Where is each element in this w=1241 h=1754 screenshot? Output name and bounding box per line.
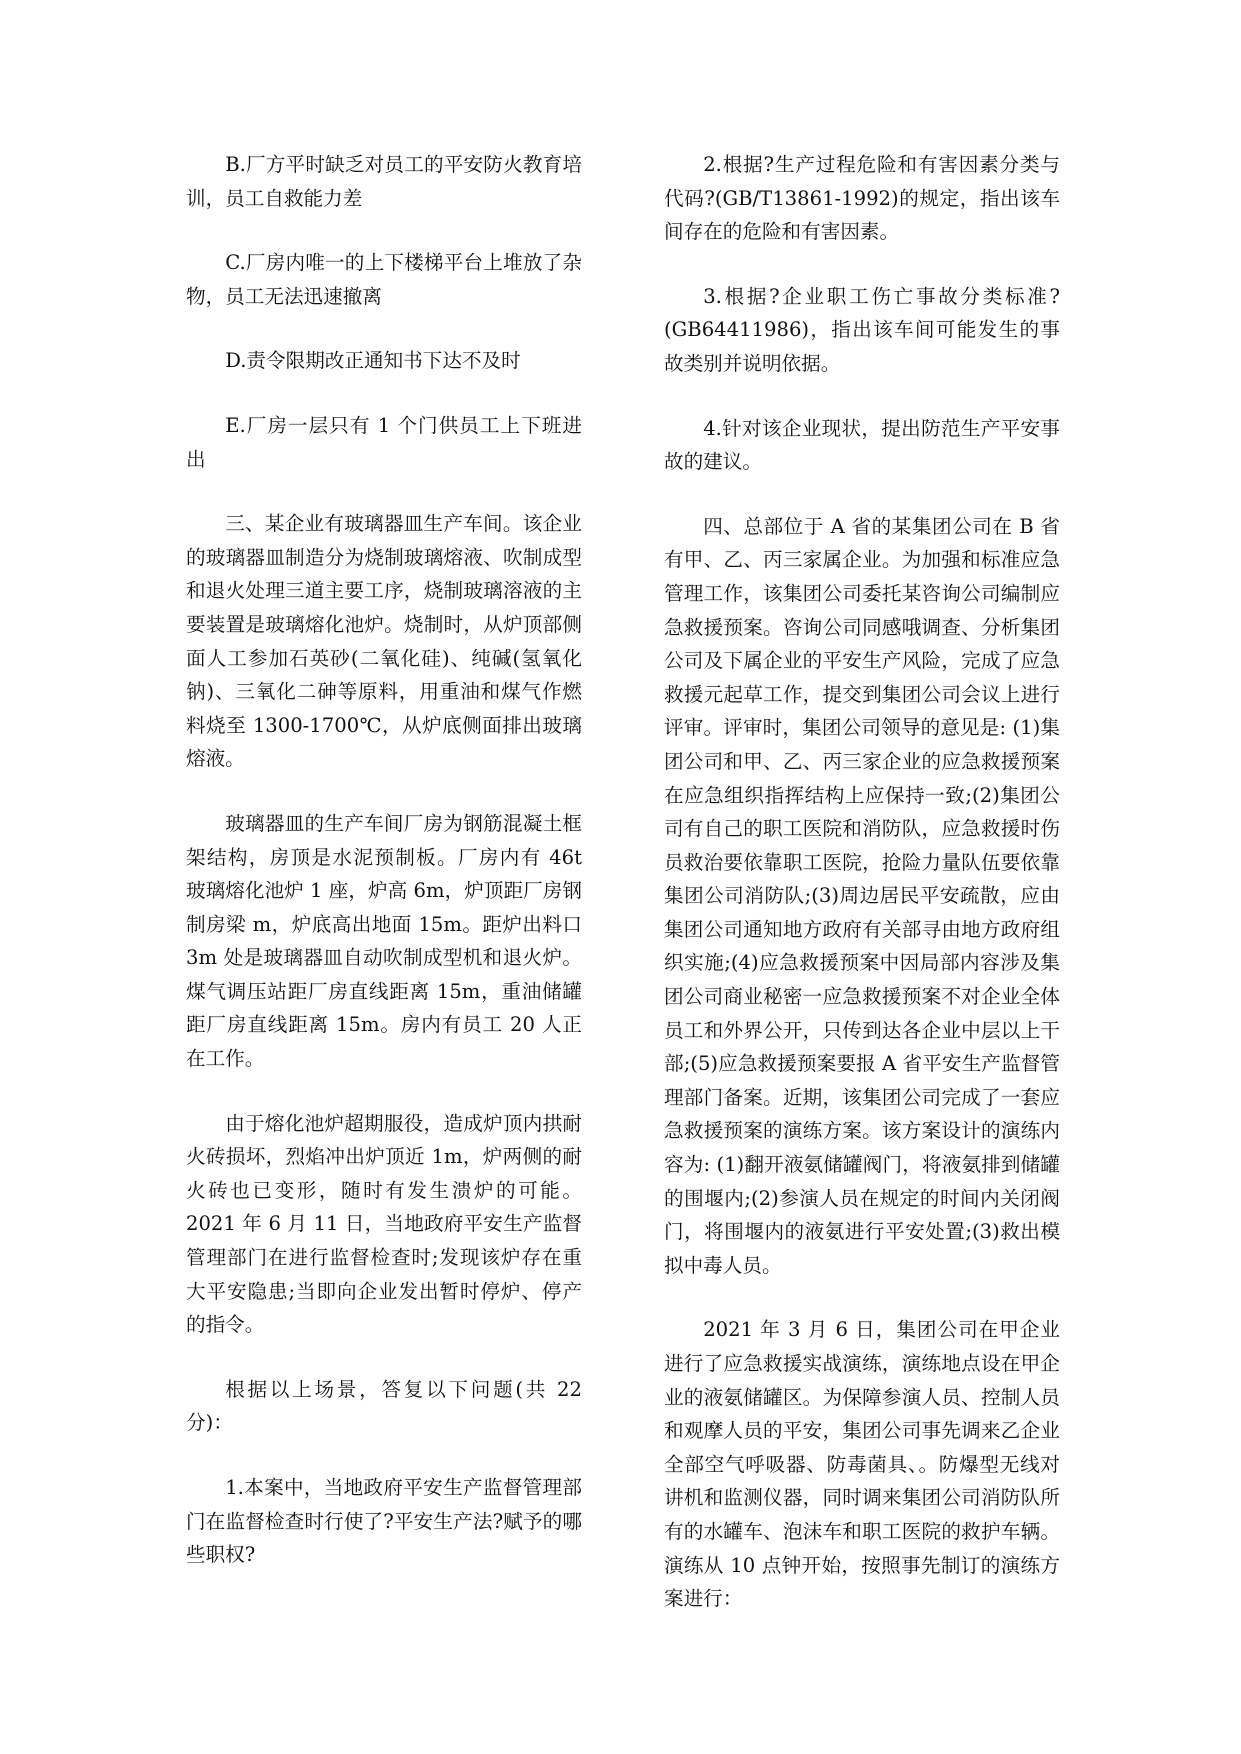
right-column	[664, 148, 1060, 1647]
paragraph-option-e: E.厂房一层只有 1 个门供员工上下班进出	[186, 413, 582, 471]
paragraph-workshop-description: 玻璃器皿的生产车间厂房为钢筋混凝土框架结构，房顶是水泥预制板。厂房内有 46t 玻璃熔化池炉 1 座，炉高 6m，炉顶距厂房钢制房梁 m，炉底高出地面 15m。距炉出料口 3m 处是玻璃器皿自动吹制成型机和退火炉。煤气调压站距厂房直线距离 15m，重油储罐距厂房直线距离 15m。房内有员工 20 人正在工作。	[186, 811, 582, 1071]
paragraph-question-3: 3.根据?企业职工伤亡事故分类标准?(GB64411986)，指出该车间可能发生的事故类别并说明依据。	[664, 284, 1060, 375]
paragraph-case-three-intro: 三、某企业有玻璃器皿生产车间。该企业的玻璃器皿制造分为烧制玻璃熔液、吹制成型和退火处理三道主要工序，烧制玻璃溶液的主要装置是玻璃熔化池炉。烧制时，从炉顶部侧面人工参加石英砂(二氧化硅)、纯碱(氢氧化钠)、三氧化二砷等原料，用重油和煤气作燃料烧至 1300-1700℃，从炉底侧面排出玻璃熔液。	[186, 512, 582, 771]
left-column	[186, 148, 582, 1603]
paragraph-option-c: C.厂房内唯一的上下楼梯平台上堆放了杂物，员工无法迅速撤离	[186, 251, 582, 308]
paragraph-question-prompt: 根据以上场景，答复以下问题(共 22 分)：	[186, 1377, 582, 1435]
paragraph-question-4: 4.针对该企业现状，提出防范生产平安事故的建议。	[664, 416, 1060, 474]
paragraph-drill-description: 2021 年 3 月 6 日，集团公司在甲企业进行了应急救援实战演练，演练地点设在甲企业的液氨储罐区。为保障参演人员、控制人员和观摩人员的平安，集团公司事先调来乙企业全部空气呼吸器、防毒菌具、。防爆型无线对讲机和监测仪器，同时调来集团公司消防队所有的水罐车、泡沫车和职工医院的救护车辆。演练从 10 点钟开始，按照事先制订的演练方案进行：	[664, 1318, 1060, 1611]
paragraph-option-d: D.责令限期改正通知书下达不及时	[225, 349, 521, 373]
paragraph-hazard-inspection: 由于熔化池炉超期服役，造成炉顶内拱耐火砖损坏，烈焰冲出炉顶近 1m，炉两侧的耐火砖也已变形，随时有发生溃炉的可能。2021 年 6 月 11 日，当地政府平安生产监督管理部门在进行监督检查时;发现该炉存在重大平安隐患;当即向企业发出暂时停炉、停产的指令。	[186, 1111, 582, 1337]
paragraph-option-b: B.厂方平时缺乏对员工的平安防火教育培训，员工自救能力差	[186, 153, 582, 210]
paragraph-question-2: 2.根据?生产过程危险和有害因素分类与代码?(GB/T13861-1992)的规定，指出该车间存在的危险和有害因素。	[664, 153, 1060, 244]
paragraph-question-1: 1.本案中，当地政府平安生产监督管理部门在监督检查时行使了?平安生产法?赋予的哪些职权?	[186, 1476, 582, 1567]
paragraph-case-four-intro: 四、总部位于 A 省的某集团公司在 B 省有甲、乙、丙三家属企业。为加强和标准应急管理工作，该集团公司委托某咨询公司编制应急救援预案。咨询公司同感哦调查、分析集团公司及下属企业的平安生产风险，完成了应急救援元起草工作，提交到集团公司会议上进行评审。评审时，集团公司领导的意见是: (1)集团公司和甲、乙、丙三家企业的应急救援预案在应急组织指挥结构上应保持一致;(2)集团公司有自己的职工医院和消防队，应急救援时伤员救治要依靠职工医院，抢险力量队伍要依靠集团公司消防队;(3)周边居民平安疏散，应由集团公司通知地方政府有关部寻由地方政府组织实施;(4)应急救援预案中因局部内容涉及集团公司商业秘密一应急救援预案不对企业全体员工和外界公开，只传到达各企业中层以上干部;(5)应急救援预案要报 A 省平安生产监督管理部门备案。近期，该集团公司完成了一套应急救援预案的演练方案。该方案设计的演练内容为: (1)翻开液氨储罐阀门，将液氨排到储罐的围堰内;(2)参演人员在规定的时间内关闭阀门，将围堰内的液氨进行平安处置;(3)救出模拟中毒人员。	[664, 514, 1060, 1277]
